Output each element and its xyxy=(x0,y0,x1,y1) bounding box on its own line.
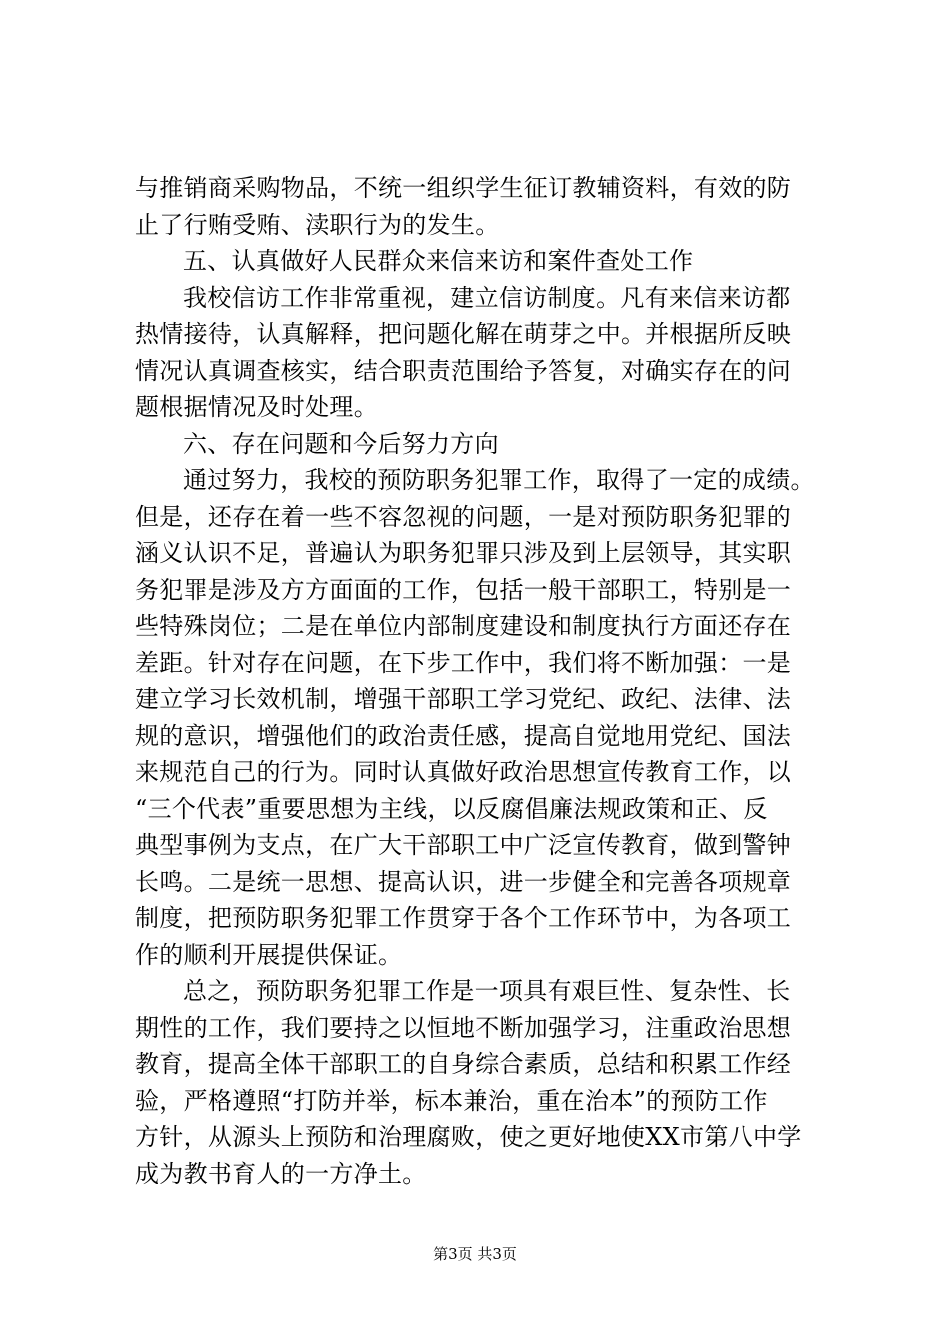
body-line: 但是，还存在着一些不容忽视的问题，一是对预防职务犯罪的 xyxy=(135,502,792,531)
page-number-footer: 第3页 共3页 xyxy=(433,1245,517,1263)
body-line: 来规范自己的行为。同时认真做好政治思想宣传教育工作，以 xyxy=(135,758,792,786)
body-line: 我校信访工作非常重视，建立信访制度。凡有来信来访都 xyxy=(183,283,791,312)
body-line: 长鸣。二是统一思想、提高认识，进一步健全和完善各项规章 xyxy=(135,867,792,896)
body-line: 差距。针对存在问题，在下步工作中，我们将不断加强：一是 xyxy=(135,648,792,677)
body-line: 期性的工作，我们要持之以恒地不断加强学习，注重政治思想 xyxy=(135,1013,792,1042)
body-line: 制度，把预防职务犯罪工作贯穿于各个工作环节中，为各项工 xyxy=(135,904,792,932)
body-line: 典型事例为支点，在广大干部职工中广泛宣传教育，做到警钟 xyxy=(135,831,792,859)
section-heading: 五、认真做好人民群众来信来访和案件查处工作 xyxy=(183,247,694,275)
body-line: 通过努力，我校的预防职务犯罪工作，取得了一定的成绩。 xyxy=(183,466,815,494)
body-line: 验，严格遵照“打防并举，标本兼治，重在治本”的预防工作 xyxy=(135,1086,768,1115)
body-line: “三个代表”重要思想为主线，以反腐倡廉法规政策和正、反 xyxy=(135,794,768,823)
body-line: 建立学习长效机制，增强干部职工学习党纪、政纪、法律、法 xyxy=(135,685,792,713)
body-line: 止了行贿受贿、渎职行为的发生。 xyxy=(135,210,500,239)
body-line: 题根据情况及时处理。 xyxy=(135,393,378,421)
body-line: 与推销商采购物品，不统一组织学生征订教辅资料，有效的防 xyxy=(135,174,792,202)
body-line: 教育，提高全体干部职工的自身综合素质，总结和积累工作经 xyxy=(135,1050,792,1078)
body-line: 总之，预防职务犯罪工作是一项具有艰巨性、复杂性、长 xyxy=(183,977,791,1005)
body-line: 些特殊岗位；二是在单位内部制度建设和制度执行方面还存在 xyxy=(135,612,792,640)
body-line: 方针，从源头上预防和治理腐败，使之更好地使XX市第八中学 xyxy=(135,1123,802,1151)
document-body xyxy=(135,170,825,1192)
body-line: 作的顺利开展提供保证。 xyxy=(135,940,403,969)
body-line: 情况认真调查核实，结合职责范围给予答复，对确实存在的问 xyxy=(135,356,792,385)
section-heading: 六、存在问题和今后努力方向 xyxy=(183,429,499,458)
body-line: 务犯罪是涉及方方面面的工作，包括一般干部职工，特别是一 xyxy=(135,575,792,604)
body-line: 涵义认识不足，普遍认为职务犯罪只涉及到上层领导，其实职 xyxy=(135,539,792,567)
body-line: 热情接待，认真解释，把问题化解在萌芽之中。并根据所反映 xyxy=(135,320,792,348)
body-line: 成为教书育人的一方净土。 xyxy=(135,1159,427,1188)
body-line: 规的意识，增强他们的政治责任感，提高自觉地用党纪、国法 xyxy=(135,721,792,750)
